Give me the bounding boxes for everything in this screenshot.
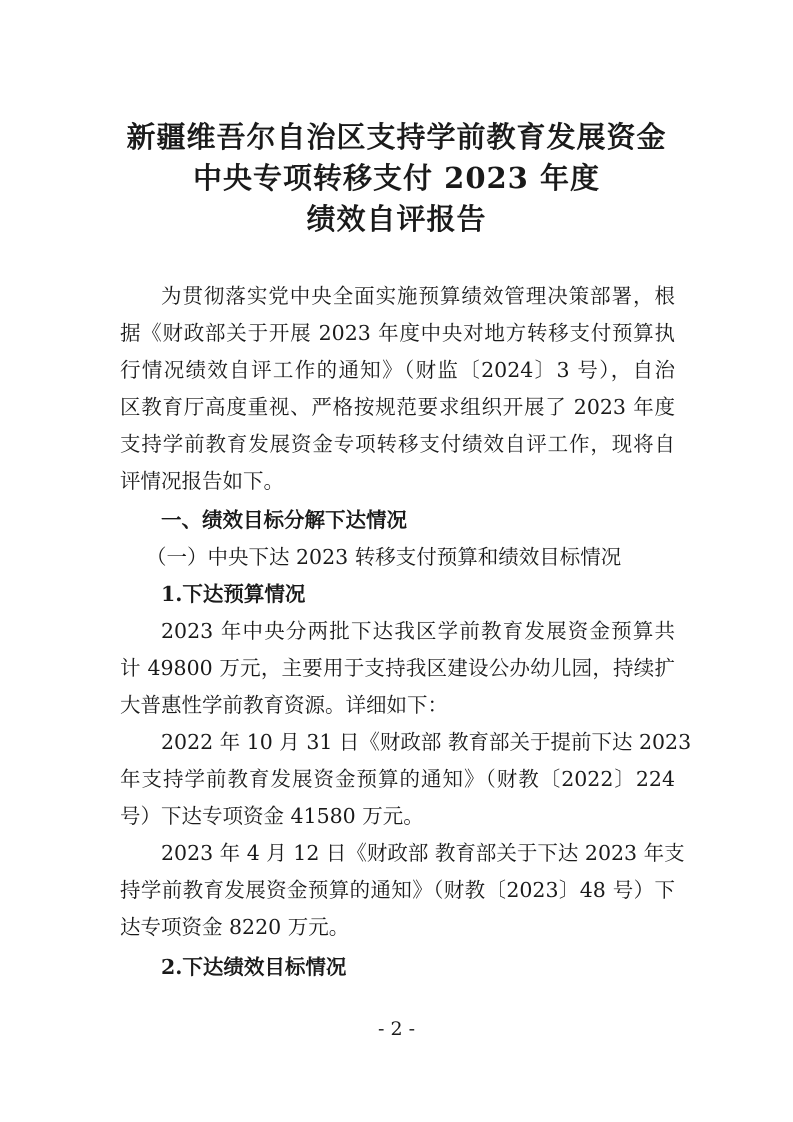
budget-paragraph bbox=[120, 613, 675, 724]
intro-paragraph bbox=[120, 278, 675, 500]
section-heading: 一、绩效目标分解下达情况 bbox=[161, 508, 407, 532]
title-line-3: 绩效自评报告 bbox=[306, 202, 487, 236]
title-line-1: 新疆维吾尔自治区支持学前教育发展资金 bbox=[126, 120, 667, 154]
first-batch-paragraph bbox=[120, 724, 692, 835]
paragraph-line: 2023 年 4 月 12 日《财政部 教育部关于下达 2023 年支 bbox=[161, 841, 685, 865]
item-heading: 2.下达绩效目标情况 bbox=[161, 955, 347, 979]
paragraph-line: 2022 年 10 月 31 日《财政部 教育部关于提前下达 2023 bbox=[161, 730, 692, 754]
item-heading: 1.下达预算情况 bbox=[161, 582, 306, 606]
second-batch-paragraph bbox=[120, 835, 685, 946]
paragraph-line: 为贯彻落实党中央全面实施预算绩效管理决策部署，根 bbox=[161, 284, 675, 308]
paragraph-line: 2023 年中央分两批下达我区学前教育发展资金预算共 bbox=[161, 619, 675, 643]
title-line-2: 中央专项转移支付 2023 年度 bbox=[193, 161, 600, 195]
paragraph-line: 计 49800 万元，主要用于支持我区建设公办幼儿园，持续扩 bbox=[120, 656, 675, 680]
paragraph-line: 区教育厅高度重视、严格按规范要求组织开展了 2023 年度 bbox=[120, 395, 675, 419]
paragraph-line: 达专项资金 8220 万元。 bbox=[120, 915, 350, 939]
subsection-heading: （一）中央下达 2023 转移支付预算和绩效目标情况 bbox=[146, 545, 622, 569]
paragraph-line: 行情况绩效自评工作的通知》（财监〔2024〕3 号），自治 bbox=[120, 358, 675, 382]
paragraph-line: 年支持学前教育发展资金预算的通知》（财教〔2022〕224 bbox=[120, 767, 675, 791]
paragraph-line: 大普惠性学前教育资源。详细如下： bbox=[120, 693, 448, 717]
paragraph-line: 号）下达专项资金 41580 万元。 bbox=[120, 804, 424, 828]
paragraph-line: 持学前教育发展资金预算的通知》（财教〔2023〕48 号）下 bbox=[120, 878, 675, 902]
paragraph-line: 据《财政部关于开展 2023 年度中央对地方转移支付预算执 bbox=[120, 321, 675, 345]
page-number: - 2 - bbox=[377, 1018, 415, 1040]
paragraph-line: 评情况报告如下。 bbox=[120, 469, 284, 493]
paragraph-line: 支持学前教育发展资金专项转移支付绩效自评工作，现将自 bbox=[120, 432, 675, 456]
